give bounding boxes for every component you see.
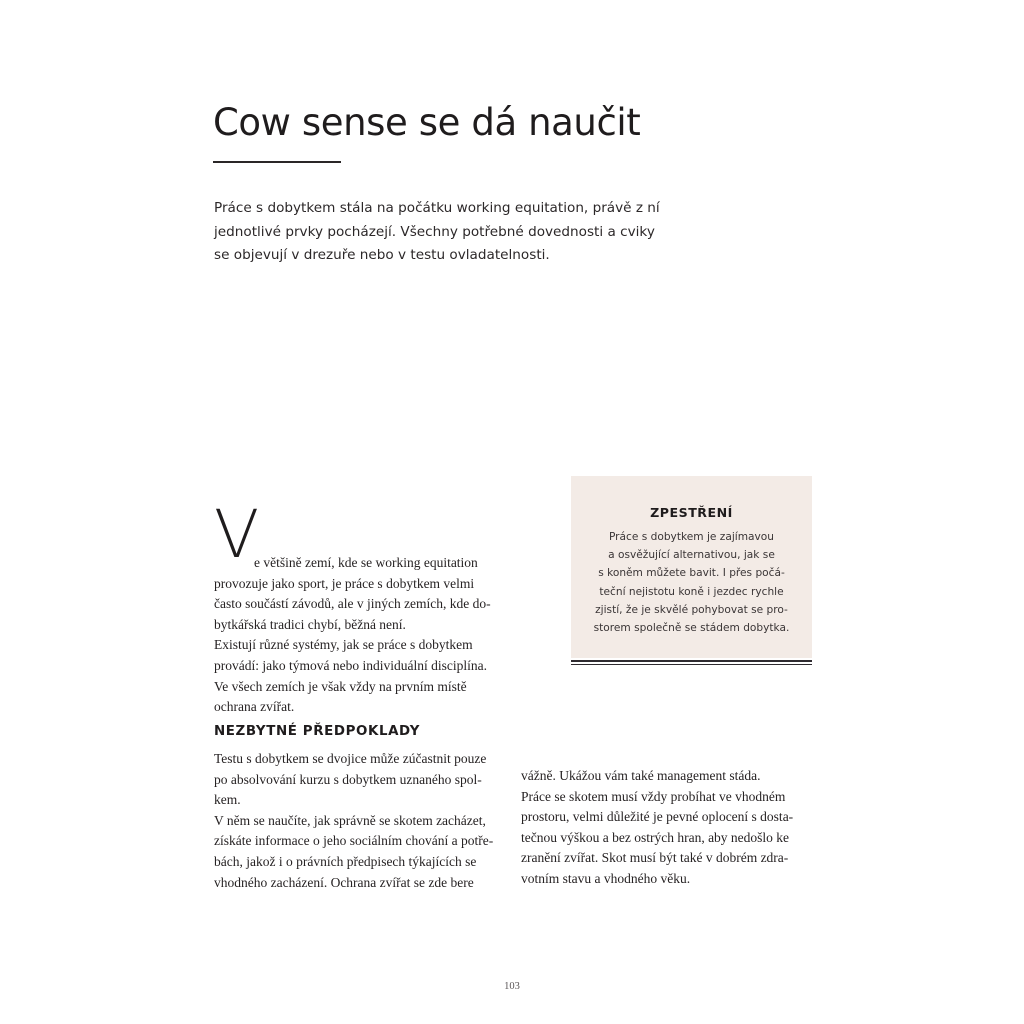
body-column-right: [521, 766, 821, 890]
lead-line: Práce s dobytkem stála na počátku working equitation, právě z ní: [214, 200, 660, 216]
title-underline: [213, 161, 341, 163]
lead-line: jednotlivé prvky pocházejí. Všechny potřebné dovednosti a cviky: [214, 223, 655, 240]
body-line: získáte informace o jeho sociálním chování a potře-: [214, 833, 494, 849]
sidebar-line: Práce s dobytkem je zajímavou: [608, 531, 774, 543]
page-title: Cow sense se dá naučit: [213, 101, 641, 144]
sidebar-text: [571, 528, 812, 637]
intro-line: často součástí závodů, ale v jiných zemích, kde do-: [214, 596, 491, 612]
sidebar-title: ZPESTŘENÍ: [650, 505, 733, 520]
body-line: Práce se skotem musí vždy probíhat ve vhodném: [521, 788, 786, 804]
sidebar-line: storem společně se stádem dobytka.: [593, 622, 790, 635]
intro-line: Existují různé systémy, jak se práce s dobytkem: [214, 637, 473, 653]
intro-line: e většině zemí, kde se working equitation: [254, 555, 478, 570]
body-line: kem.: [214, 792, 241, 808]
lead-line: se objevují v drezuře nebo v testu ovladatelnosti.: [214, 247, 550, 263]
sidebar-line: a osvěžující alternativou, jak se: [608, 549, 775, 562]
body-line: bách, jakož i o právních předpisech týkajících se: [214, 853, 477, 869]
body-line: zranění zvířat. Skot musí být také v dobrém zdra-: [521, 850, 789, 866]
body-line: tečnou výškou a bez ostrých hran, aby nedošlo ke: [521, 829, 790, 845]
drop-cap: V: [214, 496, 260, 573]
sidebar-rule-thick: [571, 660, 812, 662]
intro-line: Ve všech zemích je však vždy na prvním místě: [214, 678, 467, 694]
lead-paragraph: [214, 197, 684, 268]
intro-line: provozuje jako sport, je práce s dobytkem velmi: [214, 575, 475, 591]
body-line: votním stavu a vhodného věku.: [521, 870, 691, 886]
body-line: Testu s dobytkem se dvojice může zúčastnit pouze: [214, 751, 487, 766]
body-line: vhodného zacházení. Ochrana zvířat se zde bere: [214, 874, 474, 890]
intro-line: ochrana zvířat.: [214, 699, 295, 715]
intro-paragraph: [214, 553, 514, 718]
body-column-left: [214, 749, 514, 893]
body-line: prostoru, velmi důležité je pevné oplocení s dosta-: [521, 809, 794, 825]
sidebar-line: s koněm můžete bavit. I přes počá-: [598, 567, 785, 580]
sidebar-rule-thin: [571, 664, 812, 665]
body-line: V něm se naučíte, jak správně se skotem zacházet,: [214, 812, 486, 828]
body-line: vážně. Ukážou vám také management stáda.: [521, 768, 761, 783]
sidebar-line: zjistí, že je skvělé pohybovat se pro-: [595, 603, 788, 616]
section-heading: NEZBYTNÉ PŘEDPOKLADY: [214, 724, 421, 739]
page-number: 103: [504, 981, 520, 992]
intro-line: bytkářská tradici chybí, běžná není.: [214, 616, 406, 632]
body-line: po absolvování kurzu s dobytkem uznaného spol-: [214, 771, 482, 787]
intro-line: provádí: jako týmová nebo individuální disciplína.: [214, 657, 487, 673]
sidebar-line: teční nejistotu koně i jezdec rychle: [599, 585, 784, 598]
